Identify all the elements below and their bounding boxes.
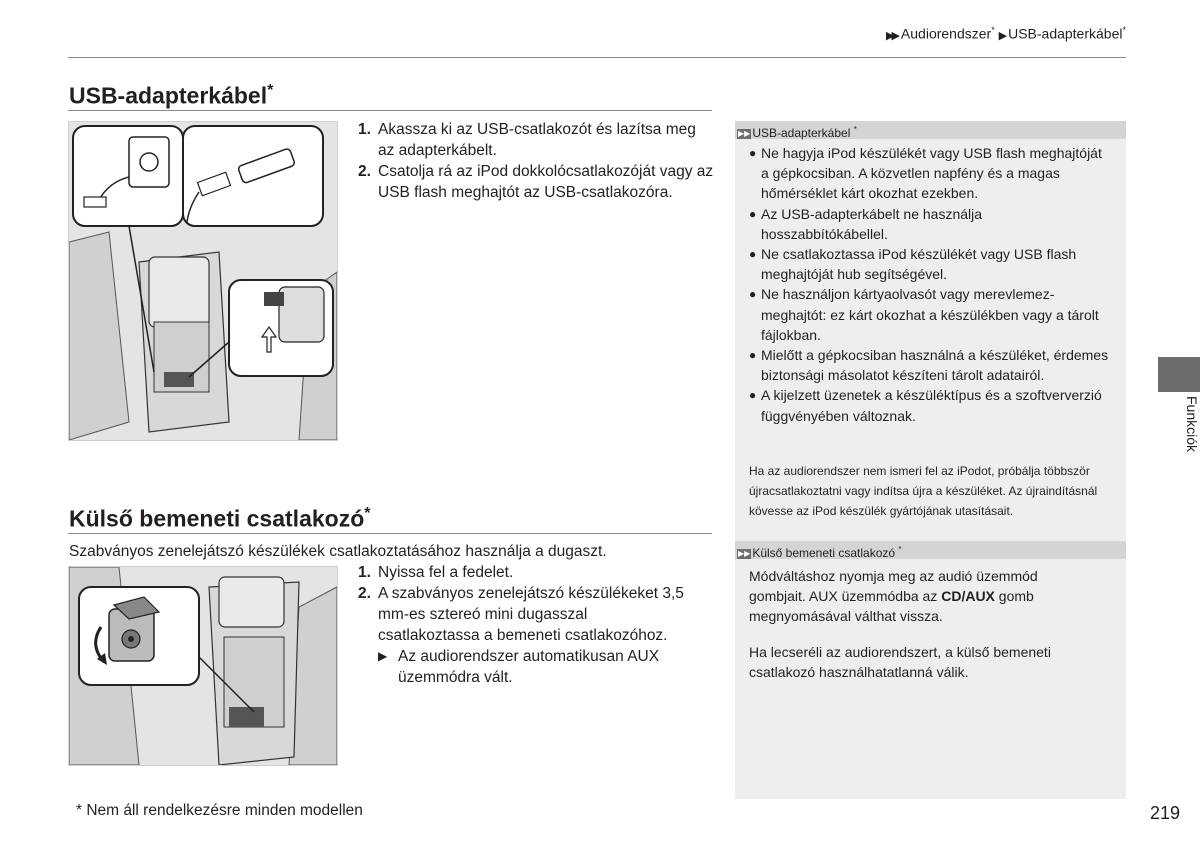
sidebar-panel	[735, 121, 1126, 799]
sidebar-aux-paragraph-2: Ha lecseréli az audiorendszert, a külső bemeneti csatlakozó használhatatlanná válik.	[749, 644, 1051, 680]
sidebar-bullet: ● Ne hagyja iPod készülékét vagy USB flash meghajtóját a gépkocsiban. A közvetlen napfény és a magas hőmérséklet kárt okozhat ezekben.	[749, 143, 1109, 204]
footnote: * Nem áll rendelkezésre minden modellen	[76, 802, 363, 819]
note-arrow-icon: ▶	[378, 649, 388, 663]
chapter-tab	[1158, 357, 1200, 392]
sidebar-usb-note: Ha az audiorendszer nem ismeri fel az iPodot, próbálja többször újracsatlakoztatni vagy indítsa újra a készüléket. Az újraindításnál kövesse az iPod készülék gyártójának utasításait.	[749, 464, 1098, 519]
aux-jack-illustration	[68, 566, 338, 766]
usb-section-title: USB-adapterkábel*	[69, 82, 274, 109]
aux-section-title: Külső bemeneti csatlakozó*	[69, 505, 371, 532]
aux-step-2: 2. A szabványos zenelejátszó készülékeket 3,5 mm-es sztereó mini dugasszal csatlakoztassa a bemeneti csatlakozóhoz.	[358, 585, 684, 644]
usb-step-2: 2. Csatolja rá az iPod dokkolócsatlakozóját vagy az USB flash meghajtót az USB-csatlakozóra.	[358, 163, 714, 201]
aux-step-note: ▶ Az audiorendszer automatikusan AUX üzemmódra vált.	[378, 648, 660, 686]
breadcrumb-current-mark: *	[1122, 25, 1126, 35]
aux-step-1: 1. Nyissa fel a fedelet.	[358, 564, 514, 581]
bullet-icon: ●	[749, 206, 757, 221]
heading-marker-icon: ▶▶	[738, 549, 751, 558]
breadcrumb-parent-mark: *	[991, 25, 995, 35]
sidebar-aux-heading: ▶▶ Külső bemeneti csatlakozó *	[735, 541, 1126, 559]
sidebar-aux-paragraph-1: Módváltáshoz nyomja meg az audió üzemmód gombjait. AUX üzemmódba az CD/AUX gomb megnyomásával válthat vissza.	[749, 568, 1038, 624]
sidebar-usb-bullets	[749, 143, 1109, 426]
sidebar-bullet: ● A kijelzett üzenetek a készüléktípus és a szoftververzió függvényében változnak.	[749, 385, 1109, 425]
breadcrumb-current: USB-adapterkábel	[1008, 25, 1123, 42]
heading-marker-icon: ▶▶	[738, 129, 751, 138]
chapter-tab-label: Funkciók	[1184, 396, 1200, 453]
sidebar-bullet: ● Ne csatlakoztassa iPod készülékét vagy USB flash meghajtóját hub segítségével.	[749, 244, 1109, 284]
aux-steps	[358, 562, 716, 688]
breadcrumb	[886, 25, 1126, 42]
usb-title-rule	[68, 110, 712, 111]
usb-adapter-illustration	[68, 121, 338, 441]
aux-intro: Szabványos zenelejátszó készülékek csatlakoztatásához használja a dugaszt.	[69, 543, 607, 560]
bullet-icon: ●	[749, 388, 757, 403]
page-number: 219	[1149, 803, 1180, 823]
sidebar-usb-heading: ▶▶ USB-adapterkábel *	[735, 121, 1126, 139]
bullet-icon: ●	[749, 146, 757, 160]
usb-step-1: 1. Akassza ki az USB-csatlakozót és lazítsa meg az adapterkábelt.	[358, 121, 696, 159]
usb-steps	[358, 119, 716, 203]
double-arrow-icon: ▶▶	[886, 29, 897, 42]
sidebar-bullet: ● Mielőtt a gépkocsiban használná a készüléket, érdemes biztonsági másolatot készíteni tárolt adatairól.	[749, 345, 1109, 385]
bullet-icon: ●	[749, 287, 757, 302]
arrow-icon: ▶	[998, 29, 1005, 42]
header-rule	[68, 57, 1126, 58]
bullet-icon: ●	[749, 348, 757, 363]
sidebar-bullet: ● Ne használjon kártyaolvasót vagy merevlemez-meghajtót: ez kárt okozhat a készülékben vagy a tárolt fájlokban.	[749, 284, 1109, 345]
sidebar-bullet: ● Az USB-adapterkábelt ne használja hosszabbítókábellel.	[749, 204, 1109, 244]
breadcrumb-parent: Audiorendszer	[900, 25, 992, 42]
aux-title-rule	[68, 533, 712, 534]
bullet-icon: ●	[749, 247, 757, 262]
cd-aux-button-label: CD/AUX	[941, 588, 995, 604]
